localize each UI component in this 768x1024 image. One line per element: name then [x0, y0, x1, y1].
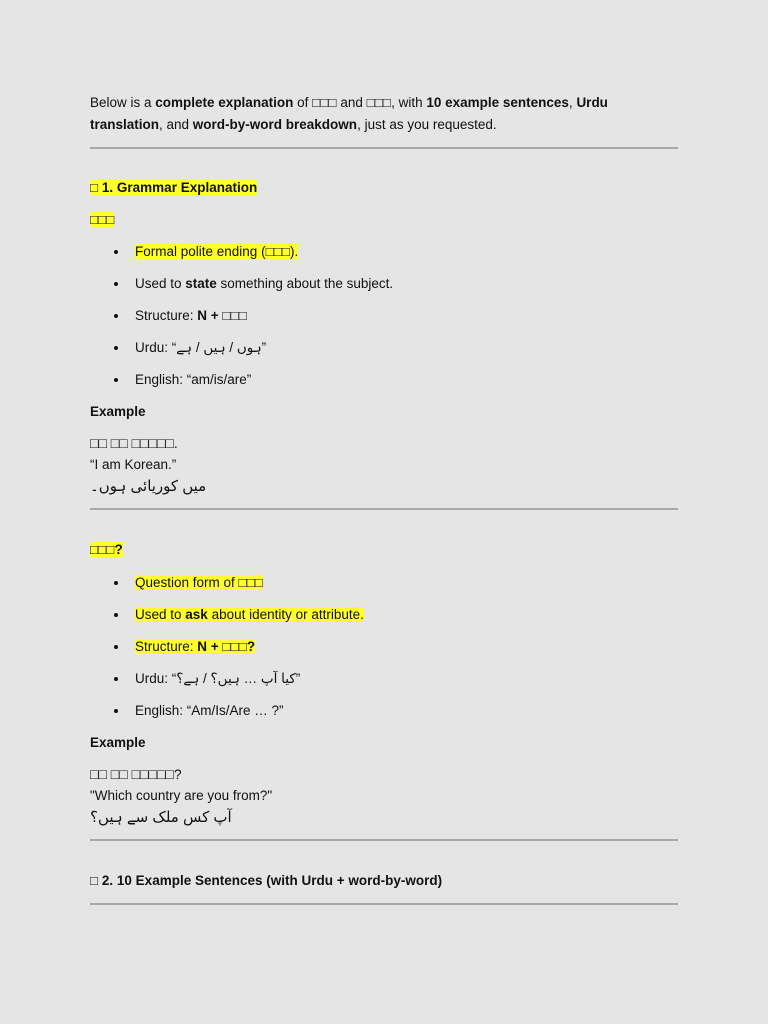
list-item-bold: state [185, 276, 217, 291]
example-label: Example [90, 735, 146, 750]
intro-text: of [293, 95, 313, 110]
intro-bold: complete explanation [155, 95, 294, 110]
example-label: Example [90, 404, 146, 419]
list-item-text: Structure: [135, 639, 198, 654]
list-item-text: about identity or attribute. [207, 607, 364, 622]
list-item [90, 669, 678, 701]
list-item-text: English: “am/is/are” [135, 372, 252, 387]
list-item-bold: N + □□□? [197, 639, 256, 654]
list-item-text: Used to [135, 276, 186, 291]
list-item [90, 242, 678, 274]
list-item [90, 274, 678, 306]
list-item-text: Urdu: “ہوں / ہیں / ہے” [135, 340, 267, 355]
intro-korean: □□□ [312, 95, 337, 110]
subsection-heading-text: □□□ [90, 212, 115, 227]
subsection-heading-text: □□□? [90, 542, 123, 557]
example-urdu: آپ کس ملک سے ہیں؟ [90, 809, 232, 826]
list-item-text: English: “Am/Is/Are … ?” [135, 703, 284, 718]
list-item [90, 306, 678, 338]
list-item-text: Used to [135, 607, 186, 622]
list-item [90, 573, 678, 605]
intro-korean: □□□ [366, 95, 392, 110]
example-korean: □□ □□ □□□□□? [90, 766, 182, 782]
divider [90, 839, 678, 841]
list-item [90, 605, 678, 637]
list-item [90, 701, 678, 733]
list-item-bold: N + □□□ [197, 308, 247, 323]
example-korean: □□ □□ □□□□□. [90, 435, 178, 451]
list-item-text: Urdu: “کیا آپ … ہیں؟ / ہے؟” [135, 671, 301, 686]
list-item-bold: □□□ [238, 575, 264, 590]
intro-paragraph [90, 92, 678, 136]
intro-bold: Urdu translation [90, 95, 608, 132]
intro-bold: 10 example sentences [426, 95, 569, 110]
intro-text: , with [391, 95, 427, 110]
example-english: “I am Korean.” [90, 457, 177, 472]
subsection-heading [90, 210, 678, 230]
list-item [90, 370, 678, 402]
divider [90, 508, 678, 510]
divider [90, 147, 678, 149]
bullet-list [90, 242, 678, 402]
example-english: "Which country are you from?" [90, 788, 273, 803]
list-item [90, 637, 678, 669]
list-item-text: Formal polite ending (□□□). [135, 244, 299, 259]
example-urdu: میں کوریائی ہوں۔ [90, 478, 207, 495]
intro-text: Below is a [90, 95, 156, 110]
section-heading-text: □ 1. Grammar Explanation [90, 180, 258, 195]
list-item-bold: ask [185, 607, 208, 622]
list-item-text: something about the subject. [216, 276, 394, 291]
intro-text: and [336, 95, 367, 110]
list-item-text: Question form of [135, 575, 239, 590]
list-item-text: Structure: [135, 308, 198, 323]
section-heading [90, 178, 678, 198]
subsection-heading [90, 540, 678, 560]
section-heading: □ 2. 10 Example Sentences (with Urdu + word-by-word) [90, 873, 443, 888]
intro-text: , just as you requested. [357, 117, 497, 132]
intro-bold: word-by-word breakdown [192, 117, 358, 132]
list-item [90, 338, 678, 370]
intro-text: , [568, 95, 577, 110]
bullet-list [90, 573, 678, 733]
divider [90, 903, 678, 905]
intro-text: , and [159, 117, 193, 132]
